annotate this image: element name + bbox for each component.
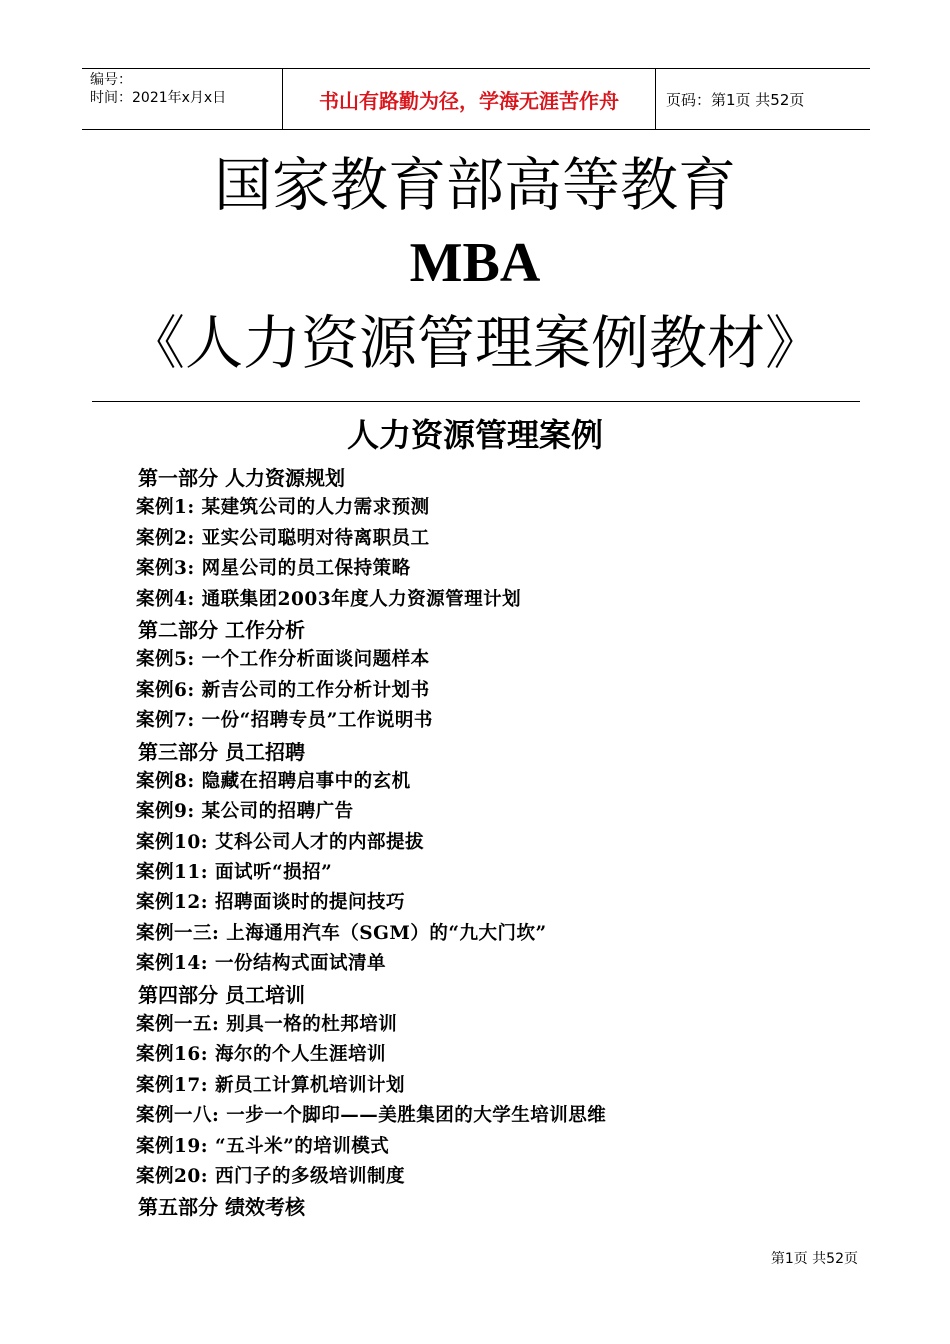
case-item: 案例16: 海尔的个人生涯培训: [136, 1044, 387, 1066]
part-heading: 第一部分 人力资源规划: [138, 466, 345, 490]
header-meta: [82, 69, 282, 129]
case-item: 案例7: 一份“招聘专员”工作说明书: [136, 710, 433, 732]
case-item: 案例5: 一个工作分析面谈问题样本: [136, 649, 430, 671]
page-footer: 第1页 共52页: [770, 1251, 858, 1267]
page-header: [82, 68, 870, 130]
case-item: 案例2: 亚实公司聪明对待离职员工: [136, 527, 430, 549]
case-item: 案例20: 西门子的多级培训制度: [136, 1165, 406, 1187]
section-subtitle: 人力资源管理案例: [346, 416, 603, 454]
case-item: 案例3: 网星公司的员工保持策略: [136, 558, 411, 580]
case-item: 案例1: 某建筑公司的人力需求预测: [136, 497, 430, 519]
divider: [92, 401, 860, 402]
part-heading: 第四部分 员工培训: [138, 982, 305, 1007]
case-item: 案例14: 一份结构式面试清单: [136, 953, 387, 975]
case-item: 案例4: 通联集团2003年度人力资源管理计划: [136, 588, 522, 610]
part-heading: 第二部分 工作分析: [138, 617, 305, 642]
case-item: 案例9: 某公司的招聘广告: [136, 801, 354, 823]
case-item: 案例一八: 一步一个脚印——美胜集团的大学生培训思维: [136, 1105, 607, 1127]
title-line-3: 《人力资源管理案例教材》: [126, 309, 823, 377]
case-item: 案例6: 新吉公司的工作分析计划书: [136, 679, 430, 701]
time-label: 时间：2021年x月x日: [90, 90, 227, 106]
case-item: 案例11: 面试听“损招”: [136, 862, 333, 884]
title-line-2: MBA: [409, 232, 541, 294]
case-item: 案例一三: 上海通用汽车（SGM）的“九大门坎”: [136, 922, 547, 944]
header-motto: 书山有路勤为径，学海无涯苦作舟: [282, 69, 656, 129]
case-item: 案例8: 隐藏在招聘启事中的玄机: [136, 770, 411, 792]
part-heading: 第五部分 绩效考核: [138, 1195, 305, 1220]
header-page-info: 页码：第1页 共52页: [666, 90, 805, 109]
case-item: 案例17: 新员工计算机培训计划: [136, 1074, 406, 1096]
case-item: 案例19: “五斗米”的培训模式: [136, 1135, 390, 1157]
part-heading: 第三部分 员工招聘: [138, 739, 305, 764]
title-line-1: 国家教育部高等教育: [213, 151, 736, 219]
table-of-contents: [136, 463, 876, 1223]
case-item: 案例12: 招聘面谈时的提问技巧: [136, 892, 406, 914]
number-label: 编号：: [90, 72, 132, 88]
case-item: 案例10: 艾科公司人才的内部提拔: [136, 831, 425, 853]
case-item: 案例一五: 别具一格的杜邦培训: [136, 1014, 398, 1036]
